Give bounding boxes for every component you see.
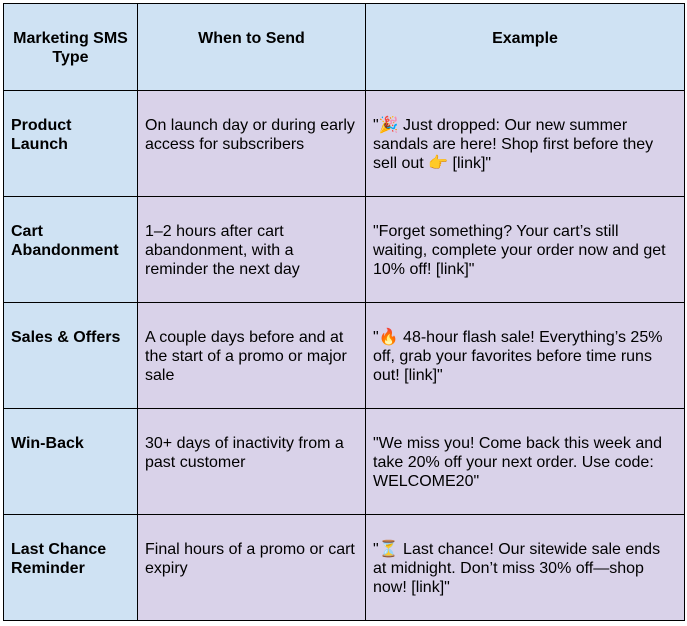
header-when — [138, 4, 366, 91]
when-text: 1–2 hours after cart abandonment, with a reminder the next day — [145, 223, 300, 278]
when-cell — [138, 515, 366, 621]
header-type — [4, 4, 138, 91]
type-cell — [4, 303, 138, 409]
table-row — [4, 91, 685, 197]
table-row — [4, 197, 685, 303]
type-text: Last Chance Reminder — [11, 541, 107, 577]
table-header-row — [4, 4, 685, 91]
when-text: A couple days before and at the start of a promo or major sale — [145, 329, 347, 384]
type-cell — [4, 515, 138, 621]
when-text: 30+ days of inactivity from a past customer — [145, 435, 344, 471]
table-row — [4, 303, 685, 409]
example-text: "🎉 Just dropped: Our new summer sandals are here! Shop first before they sell out 👉 [link]" — [373, 117, 654, 172]
example-cell — [366, 409, 685, 515]
type-text: Cart Abandonment — [11, 223, 119, 259]
when-cell — [138, 197, 366, 303]
example-text: "⏳ Last chance! Our sitewide sale ends at midnight. Don’t miss 30% off—shop now! [link]" — [373, 541, 661, 596]
type-cell — [4, 197, 138, 303]
when-text: On launch day or during early access for subscribers — [145, 117, 355, 153]
marketing-sms-table — [3, 3, 685, 621]
when-cell — [138, 91, 366, 197]
type-text: Product Launch — [11, 117, 72, 153]
header-when-label: When to Send — [198, 30, 305, 47]
example-text: "We miss you! Come back this week and take 20% off your next order. Use code: WELCOME20" — [373, 435, 663, 490]
header-type-label: Marketing SMS Type — [13, 30, 128, 66]
example-cell — [366, 303, 685, 409]
type-cell — [4, 409, 138, 515]
type-text: Win-Back — [11, 435, 84, 452]
example-cell — [366, 91, 685, 197]
type-cell — [4, 91, 138, 197]
example-cell — [366, 197, 685, 303]
header-example-label: Example — [492, 30, 558, 47]
example-text: "🔥 48-hour flash sale! Everything’s 25% off, grab your favorites before time runs out! [link]" — [373, 329, 663, 384]
example-cell — [366, 515, 685, 621]
when-text: Final hours of a promo or cart expiry — [145, 541, 355, 577]
when-cell — [138, 409, 366, 515]
table-row — [4, 409, 685, 515]
when-cell — [138, 303, 366, 409]
header-example — [366, 4, 685, 91]
table-row — [4, 515, 685, 621]
example-text: "Forget something? Your cart’s still waiting, complete your order now and get 10% off! [link]" — [373, 223, 666, 278]
type-text: Sales & Offers — [11, 329, 121, 346]
